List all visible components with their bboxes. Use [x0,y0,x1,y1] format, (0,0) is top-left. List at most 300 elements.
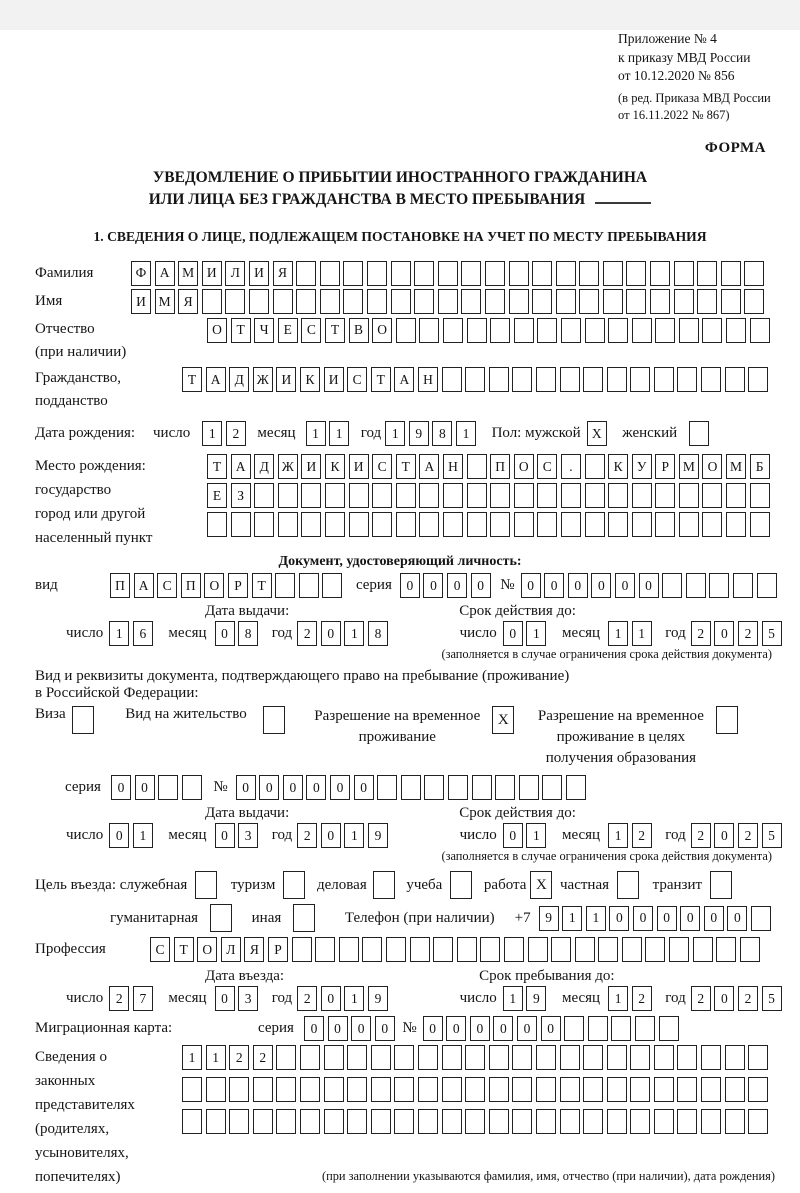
phone-cells[interactable] [539,906,775,931]
char-cell[interactable] [702,318,722,343]
char-cell[interactable]: 0 [727,906,747,931]
char-cell[interactable] [371,1045,391,1070]
char-cell[interactable] [677,1109,697,1134]
char-cell[interactable]: 2 [253,1045,273,1070]
char-cell[interactable] [650,261,670,286]
char-cell[interactable] [461,261,481,286]
char-cell[interactable]: О [372,318,392,343]
char-cell[interactable]: 0 [259,775,279,800]
char-cell[interactable] [536,367,556,392]
char-cell[interactable] [701,367,721,392]
char-cell[interactable] [419,483,439,508]
char-cell[interactable] [343,289,363,314]
char-cell[interactable] [519,775,539,800]
char-cell[interactable]: 1 [608,986,628,1011]
char-cell[interactable]: 0 [328,1016,348,1041]
char-cell[interactable] [514,483,534,508]
char-cell[interactable] [588,1016,608,1041]
char-cell[interactable]: М [178,261,198,286]
char-cell[interactable] [372,483,392,508]
char-cell[interactable] [480,937,500,962]
transit-checkbox[interactable] [710,871,736,899]
char-cell[interactable]: 9 [368,823,388,848]
char-cell[interactable] [276,1045,296,1070]
char-cell[interactable] [579,261,599,286]
stay-year-cells[interactable] [691,986,785,1011]
char-cell[interactable] [748,1045,768,1070]
entry-day-cells[interactable] [109,986,156,1011]
char-cell[interactable] [396,512,416,537]
char-cell[interactable]: 2 [297,621,317,646]
char-cell[interactable] [532,261,552,286]
char-cell[interactable] [391,261,411,286]
char-cell[interactable]: Я [244,937,264,962]
char-cell[interactable]: Е [207,483,227,508]
char-cell[interactable]: 0 [503,823,523,848]
char-cell[interactable] [744,261,764,286]
char-cell[interactable]: Т [182,367,202,392]
char-cell[interactable] [410,937,430,962]
char-cell[interactable]: 9 [409,421,429,446]
char-cell[interactable]: Т [325,318,345,343]
char-cell[interactable] [626,261,646,286]
char-cell[interactable] [347,1077,367,1102]
char-cell[interactable] [560,1077,580,1102]
char-cell[interactable]: 0 [306,775,326,800]
char-cell[interactable] [394,1077,414,1102]
char-cell[interactable] [697,289,717,314]
char-cell[interactable]: К [300,367,320,392]
char-cell[interactable]: У [632,454,652,479]
char-cell[interactable]: Д [254,454,274,479]
char-cell[interactable] [300,1077,320,1102]
profession-cells[interactable] [150,937,763,962]
char-cell[interactable]: 1 [206,1045,226,1070]
char-cell[interactable] [603,289,623,314]
char-cell[interactable]: Д [229,367,249,392]
char-cell[interactable] [748,1077,768,1102]
char-cell[interactable] [362,937,382,962]
visa-checkbox[interactable] [72,706,98,734]
doc-issue-month-cells[interactable] [215,621,262,646]
char-cell[interactable] [396,483,416,508]
permit-issue-year-cells[interactable] [297,823,391,848]
char-cell[interactable] [757,573,777,598]
char-cell[interactable]: 2 [226,421,246,446]
char-cell[interactable] [457,937,477,962]
char-cell[interactable]: 0 [354,775,374,800]
entry-year-cells[interactable] [297,986,391,1011]
char-cell[interactable] [182,775,202,800]
char-cell[interactable] [293,904,315,932]
char-cell[interactable]: 0 [639,573,659,598]
char-cell[interactable] [654,1045,674,1070]
char-cell[interactable]: 0 [215,823,235,848]
permit-number-cells[interactable] [236,775,590,800]
char-cell[interactable]: 1 [182,1045,202,1070]
char-cell[interactable]: И [349,454,369,479]
birthplace-cells-1[interactable] [207,454,773,479]
char-cell[interactable] [626,289,646,314]
char-cell[interactable]: 1 [608,621,628,646]
char-cell[interactable] [231,512,251,537]
char-cell[interactable]: 1 [562,906,582,931]
char-cell[interactable] [253,1077,273,1102]
char-cell[interactable]: Л [225,261,245,286]
char-cell[interactable] [372,512,392,537]
char-cell[interactable]: А [419,454,439,479]
char-cell[interactable]: И [301,454,321,479]
birth-day-cells[interactable] [202,421,249,446]
char-cell[interactable] [438,261,458,286]
char-cell[interactable]: П [181,573,201,598]
char-cell[interactable] [551,937,571,962]
char-cell[interactable] [414,289,434,314]
char-cell[interactable]: Ч [254,318,274,343]
char-cell[interactable]: П [110,573,130,598]
char-cell[interactable] [659,1016,679,1041]
char-cell[interactable] [750,318,770,343]
char-cell[interactable]: С [537,454,557,479]
study-checkbox[interactable] [450,871,476,899]
char-cell[interactable] [585,483,605,508]
char-cell[interactable]: 1 [202,421,222,446]
char-cell[interactable] [583,1045,603,1070]
char-cell[interactable] [725,1045,745,1070]
char-cell[interactable]: 2 [691,986,711,1011]
char-cell[interactable]: 7 [133,986,153,1011]
char-cell[interactable] [514,512,534,537]
char-cell[interactable] [733,573,753,598]
birth-year-cells[interactable] [385,421,479,446]
char-cell[interactable]: X [587,421,607,446]
char-cell[interactable] [275,573,295,598]
char-cell[interactable]: 0 [321,621,341,646]
patronymic-cells[interactable] [207,318,773,343]
stay-day-cells[interactable] [503,986,550,1011]
char-cell[interactable]: 0 [633,906,653,931]
char-cell[interactable]: 9 [526,986,546,1011]
permit-issue-day-cells[interactable] [109,823,156,848]
char-cell[interactable]: Е [278,318,298,343]
char-cell[interactable] [536,1045,556,1070]
char-cell[interactable] [748,1109,768,1134]
char-cell[interactable] [195,871,217,899]
char-cell[interactable]: 0 [236,775,256,800]
char-cell[interactable] [512,1109,532,1134]
char-cell[interactable]: 1 [306,421,326,446]
char-cell[interactable]: 0 [109,823,129,848]
char-cell[interactable] [490,512,510,537]
char-cell[interactable] [701,1077,721,1102]
char-cell[interactable] [443,512,463,537]
char-cell[interactable] [583,367,603,392]
char-cell[interactable]: Н [418,367,438,392]
char-cell[interactable] [320,289,340,314]
char-cell[interactable] [442,1045,462,1070]
char-cell[interactable] [542,775,562,800]
char-cell[interactable]: 0 [615,573,635,598]
char-cell[interactable] [583,1077,603,1102]
char-cell[interactable] [677,1045,697,1070]
char-cell[interactable] [371,1109,391,1134]
char-cell[interactable]: 0 [568,573,588,598]
char-cell[interactable]: 0 [714,621,734,646]
char-cell[interactable]: И [131,289,151,314]
char-cell[interactable] [701,1045,721,1070]
char-cell[interactable] [278,483,298,508]
permit-valid-day-cells[interactable] [503,823,550,848]
char-cell[interactable] [278,512,298,537]
char-cell[interactable] [674,289,694,314]
birthplace-cells-3[interactable] [207,512,773,537]
char-cell[interactable] [207,512,227,537]
char-cell[interactable]: 5 [762,621,782,646]
char-cell[interactable] [725,367,745,392]
char-cell[interactable]: 0 [446,1016,466,1041]
char-cell[interactable] [465,1045,485,1070]
char-cell[interactable] [603,261,623,286]
char-cell[interactable]: 1 [503,986,523,1011]
char-cell[interactable] [608,483,628,508]
char-cell[interactable] [740,937,760,962]
char-cell[interactable] [504,937,524,962]
char-cell[interactable] [710,871,732,899]
char-cell[interactable] [514,318,534,343]
char-cell[interactable] [396,318,416,343]
char-cell[interactable]: 0 [517,1016,537,1041]
char-cell[interactable]: Ф [131,261,151,286]
char-cell[interactable] [367,261,387,286]
char-cell[interactable]: Я [273,261,293,286]
char-cell[interactable]: 9 [539,906,559,931]
char-cell[interactable]: 0 [541,1016,561,1041]
char-cell[interactable] [607,1045,627,1070]
stay-month-cells[interactable] [608,986,655,1011]
char-cell[interactable] [655,512,675,537]
char-cell[interactable]: 2 [738,986,758,1011]
char-cell[interactable] [560,367,580,392]
char-cell[interactable] [608,512,628,537]
sex-female-checkbox[interactable] [689,421,713,446]
doc-valid-year-cells[interactable] [691,621,785,646]
char-cell[interactable] [655,318,675,343]
char-cell[interactable]: 1 [526,823,546,848]
char-cell[interactable]: Т [252,573,272,598]
char-cell[interactable]: С [301,318,321,343]
char-cell[interactable] [325,483,345,508]
char-cell[interactable]: П [490,454,510,479]
char-cell[interactable] [394,1109,414,1134]
char-cell[interactable] [448,775,468,800]
char-cell[interactable] [490,483,510,508]
doc-valid-day-cells[interactable] [503,621,550,646]
char-cell[interactable] [347,1045,367,1070]
char-cell[interactable] [349,483,369,508]
char-cell[interactable] [283,871,305,899]
char-cell[interactable]: Т [396,454,416,479]
char-cell[interactable]: А [231,454,251,479]
representatives-cells-3[interactable] [182,1109,772,1134]
char-cell[interactable] [561,318,581,343]
char-cell[interactable] [419,512,439,537]
char-cell[interactable] [489,1109,509,1134]
char-cell[interactable]: 0 [330,775,350,800]
char-cell[interactable]: 1 [133,823,153,848]
char-cell[interactable]: 2 [632,823,652,848]
char-cell[interactable] [689,421,709,446]
char-cell[interactable]: 0 [609,906,629,931]
char-cell[interactable] [702,512,722,537]
char-cell[interactable]: 2 [109,986,129,1011]
char-cell[interactable] [300,1109,320,1134]
name-cells[interactable] [131,289,768,314]
char-cell[interactable] [721,289,741,314]
mig-series-cells[interactable] [304,1016,398,1041]
char-cell[interactable] [322,573,342,598]
char-cell[interactable] [750,483,770,508]
char-cell[interactable] [536,1109,556,1134]
char-cell[interactable]: 0 [215,986,235,1011]
char-cell[interactable] [158,775,178,800]
char-cell[interactable] [645,937,665,962]
char-cell[interactable] [611,1016,631,1041]
char-cell[interactable] [686,573,706,598]
char-cell[interactable] [442,1109,462,1134]
char-cell[interactable] [748,367,768,392]
char-cell[interactable]: О [204,573,224,598]
char-cell[interactable] [598,937,618,962]
char-cell[interactable] [276,1077,296,1102]
char-cell[interactable] [512,1077,532,1102]
char-cell[interactable] [725,1077,745,1102]
char-cell[interactable] [394,1045,414,1070]
char-cell[interactable] [679,512,699,537]
doc-valid-month-cells[interactable] [608,621,655,646]
char-cell[interactable] [726,483,746,508]
char-cell[interactable]: Р [268,937,288,962]
char-cell[interactable] [579,289,599,314]
char-cell[interactable] [583,1109,603,1134]
char-cell[interactable]: 0 [471,573,491,598]
char-cell[interactable] [650,289,670,314]
char-cell[interactable]: X [530,871,552,899]
char-cell[interactable]: 0 [215,621,235,646]
char-cell[interactable] [632,318,652,343]
char-cell[interactable]: . [561,454,581,479]
char-cell[interactable]: Т [174,937,194,962]
char-cell[interactable] [495,775,515,800]
char-cell[interactable] [512,367,532,392]
char-cell[interactable]: Т [231,318,251,343]
char-cell[interactable] [72,706,94,734]
char-cell[interactable]: З [231,483,251,508]
char-cell[interactable] [229,1109,249,1134]
char-cell[interactable] [716,937,736,962]
humanitarian-checkbox[interactable] [210,904,236,932]
char-cell[interactable] [418,1109,438,1134]
char-cell[interactable] [536,1077,556,1102]
mig-number-cells[interactable] [423,1016,683,1041]
char-cell[interactable] [693,937,713,962]
char-cell[interactable] [433,937,453,962]
birth-month-cells[interactable] [306,421,353,446]
char-cell[interactable]: 0 [704,906,724,931]
char-cell[interactable]: 3 [238,986,258,1011]
char-cell[interactable]: К [608,454,628,479]
char-cell[interactable]: Т [207,454,227,479]
sex-male-checkbox[interactable] [587,421,611,446]
char-cell[interactable] [391,289,411,314]
char-cell[interactable]: 0 [680,906,700,931]
char-cell[interactable] [438,289,458,314]
char-cell[interactable] [263,706,285,734]
char-cell[interactable]: 2 [691,823,711,848]
char-cell[interactable]: 0 [544,573,564,598]
char-cell[interactable]: С [372,454,392,479]
char-cell[interactable] [509,261,529,286]
char-cell[interactable] [617,871,639,899]
char-cell[interactable] [489,1045,509,1070]
char-cell[interactable]: 0 [714,823,734,848]
char-cell[interactable] [182,1077,202,1102]
char-cell[interactable]: 0 [375,1016,395,1041]
char-cell[interactable] [206,1077,226,1102]
char-cell[interactable] [556,261,576,286]
char-cell[interactable] [461,289,481,314]
char-cell[interactable]: Р [655,454,675,479]
char-cell[interactable]: 2 [297,823,317,848]
char-cell[interactable] [677,1077,697,1102]
char-cell[interactable] [566,775,586,800]
official-checkbox[interactable] [195,871,221,899]
char-cell[interactable] [632,512,652,537]
char-cell[interactable] [585,454,605,479]
char-cell[interactable] [489,1077,509,1102]
char-cell[interactable] [726,512,746,537]
char-cell[interactable]: 2 [691,621,711,646]
char-cell[interactable] [607,1077,627,1102]
char-cell[interactable] [301,483,321,508]
char-cell[interactable]: 0 [321,823,341,848]
char-cell[interactable] [343,261,363,286]
char-cell[interactable] [721,261,741,286]
residence-permit-checkbox[interactable] [263,706,289,734]
char-cell[interactable] [630,1109,650,1134]
char-cell[interactable] [750,512,770,537]
private-checkbox[interactable] [617,871,643,899]
char-cell[interactable] [556,289,576,314]
char-cell[interactable] [709,573,729,598]
char-cell[interactable] [465,1109,485,1134]
char-cell[interactable]: 1 [608,823,628,848]
char-cell[interactable] [654,367,674,392]
char-cell[interactable] [324,1077,344,1102]
char-cell[interactable]: 0 [447,573,467,598]
doc-number-cells[interactable] [521,573,781,598]
char-cell[interactable] [630,367,650,392]
char-cell[interactable] [635,1016,655,1041]
char-cell[interactable] [677,367,697,392]
char-cell[interactable] [654,1109,674,1134]
business-checkbox[interactable] [373,871,399,899]
char-cell[interactable] [292,937,312,962]
char-cell[interactable] [564,1016,584,1041]
char-cell[interactable]: Я [178,289,198,314]
char-cell[interactable]: 2 [632,986,652,1011]
char-cell[interactable] [632,483,652,508]
char-cell[interactable]: 0 [714,986,734,1011]
